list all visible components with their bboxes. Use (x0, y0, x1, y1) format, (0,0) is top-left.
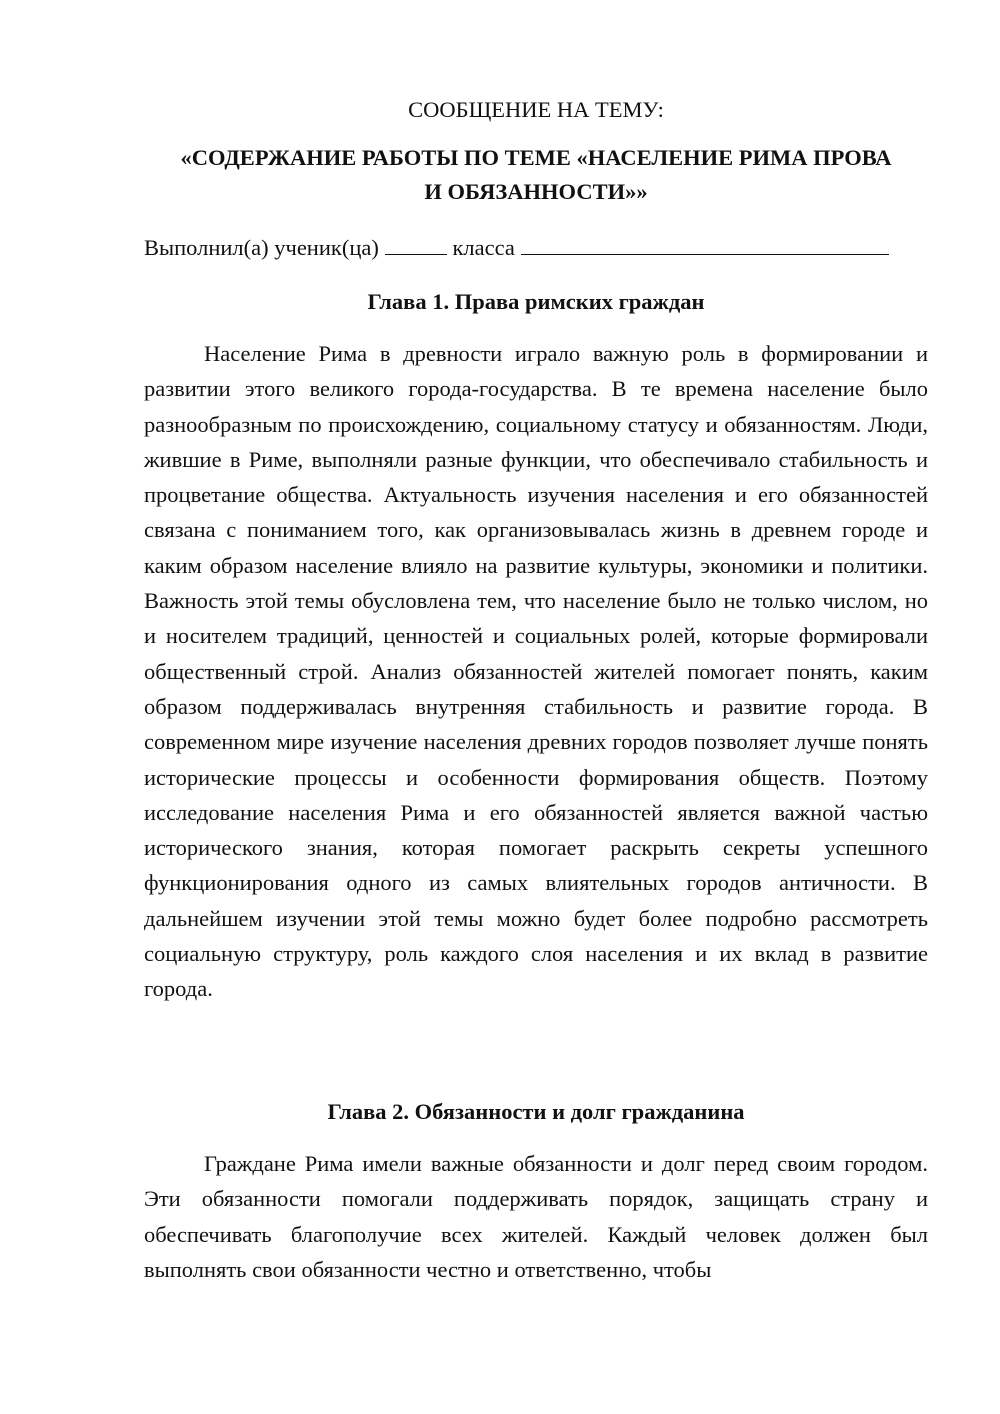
student-name-blank-field[interactable] (521, 232, 889, 255)
grade-blank-field[interactable] (385, 232, 447, 255)
document-title-line-3: И ОБЯЗАННОСТИ»» (424, 179, 648, 204)
chapter-1-paragraph: Население Рима в древности играло важную роль в формировании и развитии этого великого города-государства. В те времена население было разнообразным по происхождению, социальному статусу и обязанностям. Люди, жившие в Риме, выполняли разные функции, что обеспечивало стабильность и процветание общества. Актуальность изучения населения и его обязанностей связана с пониманием того, как организовывалась жизнь в древнем городе и каким образом население влияло на развитие культуры, экономики и политики. Важность этой темы обусловлена тем, что население было не только числом, но и носителем традиций, ценностей и социальных ролей, которые формировали общественный строй. Анализ обязанностей жителей помогает понять, каким образом поддерживалась внутренняя стабильность и развитие города. В современном мире изучение населения древних городов позволяет лучше понять исторические процессы и особенности формирования обществ. Поэтому исследование населения Рима и его обязанностей является важной частью исторического знания, которая помогает раскрыть секреты успешного функционирования одного из самых влиятельных городов античности. В дальнейшем изучении этой темы можно будет более подробно рассмотреть социальную структуру, роль каждого слоя населения и их вклад в развитие города. (144, 341, 928, 1002)
chapter-1-heading: Глава 1. Права римских граждан (367, 289, 705, 314)
document-title-line-1: СООБЩЕНИЕ НА ТЕМУ: (408, 97, 664, 122)
author-line (144, 230, 928, 266)
chapter-2-paragraph: Граждане Рима имели важные обязанности и долг перед своим городом. Эти обязанности помогали поддерживать порядок, защищать страну и обеспечивать благополучие всех жителей. Каждый человек должен был выполнять свои обязанности честно и ответственно, чтобы (144, 1151, 928, 1282)
chapter-2-heading: Глава 2. Обязанности и долг гражданина (327, 1099, 745, 1124)
author-prefix: Выполнил(а) ученик(ца) (144, 235, 379, 260)
document-title-line-2: «СОДЕРЖАНИЕ РАБОТЫ ПО ТЕМЕ «НАСЕЛЕНИЕ РИМА ПРОВА (180, 145, 892, 170)
author-class-label: класса (452, 235, 515, 260)
